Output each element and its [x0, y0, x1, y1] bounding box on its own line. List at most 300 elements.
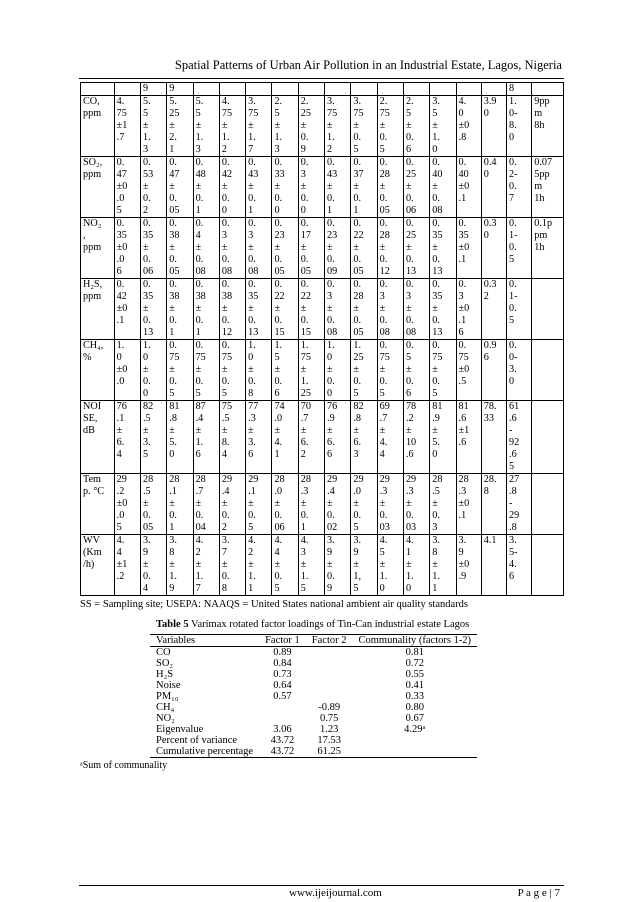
cell-line: ± — [195, 559, 202, 570]
cell-line: 0. — [195, 315, 204, 326]
cell-line: 6 — [116, 266, 122, 277]
cell-line: 53 — [142, 169, 154, 180]
cell-line: 1. — [248, 132, 256, 143]
cell-line: .0 — [116, 254, 125, 265]
cell-line: 5. — [432, 437, 440, 448]
cell-line: ± — [274, 498, 281, 509]
cell-line: 5 — [116, 205, 122, 216]
cell-line: 6. — [116, 437, 125, 448]
cell-line: 2. — [405, 96, 414, 107]
cell-line: 75 — [327, 108, 338, 119]
cell-line: 0. — [195, 510, 204, 521]
cell-line: .0 — [116, 510, 125, 521]
table-4-pollutant-concentrations — [80, 82, 564, 596]
cell-line: .9 — [327, 413, 335, 424]
table-cell — [532, 279, 564, 340]
cell-line: 0. — [142, 218, 151, 229]
table-cell — [140, 157, 166, 218]
cell-line: ± — [274, 364, 281, 375]
cell-line: 2. — [169, 132, 177, 143]
table-cell — [532, 83, 564, 96]
cell-line: 1 — [353, 205, 359, 216]
table-cell — [532, 474, 564, 535]
table-cell: PM₁₀ — [156, 691, 179, 702]
cell-line: NO₂ — [83, 218, 102, 229]
cell-line: 4. — [300, 535, 309, 546]
cell-line: 29 — [379, 474, 390, 485]
cell-line: 0. — [405, 340, 414, 351]
cell-line: ± — [169, 498, 175, 509]
cell-line: 0. — [509, 181, 517, 192]
table-cell — [351, 279, 377, 340]
cell-line: ± — [142, 559, 149, 570]
cell-line: 5 — [300, 583, 306, 594]
cell-line: .3 — [458, 486, 467, 497]
cell-line: ± — [300, 120, 307, 131]
cell-line: 0. — [353, 376, 361, 387]
cell-line: 7 — [509, 193, 515, 204]
table-cell — [219, 279, 245, 340]
cell-line: .7 — [195, 486, 204, 497]
table-cell — [140, 96, 166, 157]
cell-line: 28 — [274, 474, 285, 485]
table-cell — [193, 279, 219, 340]
cell-line: , — [83, 230, 86, 241]
cell-line: 1 — [195, 205, 201, 216]
table-cell — [456, 401, 481, 474]
cell-line: 2 — [195, 547, 201, 558]
table-cell — [246, 535, 272, 596]
table-5-caption — [156, 619, 469, 630]
cell-line: 05 — [274, 266, 285, 277]
cell-line: .9 — [458, 571, 467, 582]
cell-line: SE, — [83, 413, 98, 424]
table-cell — [353, 746, 478, 758]
cell-line: 06 — [405, 205, 417, 216]
table-cell — [403, 535, 429, 596]
cell-line: 0. — [379, 218, 388, 229]
cell-line: 76 — [116, 401, 127, 412]
cell-line: 06 — [274, 522, 285, 533]
table-cell — [377, 279, 403, 340]
cell-line: .0 — [274, 486, 283, 497]
cell-line: NOI — [83, 401, 102, 412]
cell-line: p. °C — [83, 486, 105, 497]
cell-line: 7 — [195, 583, 201, 594]
cell-line: 38 — [169, 230, 180, 241]
table-cell — [246, 83, 272, 96]
cell-line: 35 — [142, 230, 154, 241]
cell-line: 1 — [248, 205, 254, 216]
table-cell — [403, 279, 429, 340]
cell-line: ±0 — [458, 364, 470, 375]
cell-line: 0. — [379, 132, 388, 143]
cell-line: 5 — [274, 583, 280, 594]
cell-line: 3. — [221, 535, 230, 546]
cell-line: 0. — [327, 193, 335, 204]
cell-line: 0. — [169, 254, 177, 265]
cell-line: 3. — [248, 96, 256, 107]
cell-line: 8 — [169, 547, 175, 558]
cell-line: 0. — [458, 218, 467, 229]
cell-line: 0. — [379, 279, 388, 290]
footer-rule — [79, 885, 564, 886]
cell-line: 6 — [274, 388, 280, 399]
cell-line: 9 — [142, 547, 149, 558]
cell-line: ± — [300, 559, 307, 570]
table-cell — [456, 279, 481, 340]
cell-line: 29 — [509, 510, 520, 521]
table-row — [81, 340, 564, 401]
table-cell — [456, 218, 481, 279]
cell-line: m — [534, 181, 543, 192]
table-cell — [298, 218, 324, 279]
cell-line: 0.9 — [483, 340, 497, 351]
cell-line: .1 — [169, 486, 177, 497]
cell-line: 6. — [300, 437, 309, 448]
cell-line: ± — [353, 242, 359, 253]
table-cell: 9 — [140, 83, 166, 96]
cell-line: 0. — [300, 315, 309, 326]
cell-line: 0. — [458, 157, 467, 168]
cell-line: 05 — [169, 205, 180, 216]
table-cell — [430, 83, 456, 96]
cell-line: ± — [300, 425, 307, 436]
cell-line: 1 — [327, 205, 333, 216]
table-cell: 3.06 — [273, 724, 292, 735]
cell-line: ± — [169, 303, 175, 314]
column-header: Factor 2 — [306, 635, 353, 647]
cell-line: .0 — [116, 376, 125, 387]
table-cell — [481, 340, 506, 401]
cell-line: 0.1p — [534, 218, 553, 229]
cell-line: 13 — [142, 327, 154, 338]
cell-line: 1. — [405, 571, 414, 582]
table-cell — [298, 474, 324, 535]
table-cell — [532, 340, 564, 401]
cell-line: .5 — [432, 486, 440, 497]
cell-line: 3 — [405, 291, 412, 302]
cell-line: 2. — [300, 96, 309, 107]
cell-line: 2 — [221, 144, 227, 155]
cell-line: 2 — [248, 547, 254, 558]
cell-line: 13 — [248, 327, 259, 338]
table-cell — [377, 96, 403, 157]
table-cell — [507, 279, 532, 340]
table-cell — [351, 218, 377, 279]
cell-line: 0. — [248, 157, 256, 168]
cell-line: .1 — [116, 315, 125, 326]
cell-line: 74 — [274, 401, 285, 412]
cell-line: 0.3 — [483, 279, 497, 290]
table-cell — [114, 340, 140, 401]
table-cell — [507, 218, 532, 279]
row-label — [81, 218, 115, 279]
cell-line: 4. — [274, 437, 283, 448]
cell-line: 25 — [405, 230, 417, 241]
cell-line: 6 — [483, 352, 489, 363]
cell-line: .4 — [327, 486, 335, 497]
cell-line: 0. — [274, 571, 283, 582]
table-cell — [456, 340, 481, 401]
cell-line: 3 — [274, 144, 280, 155]
cell-line: 29 — [248, 474, 259, 485]
cell-line: 92 — [509, 437, 520, 448]
cell-line: CH₄, — [83, 340, 104, 351]
cell-line: 0 — [509, 376, 515, 387]
table-cell — [456, 83, 481, 96]
table-cell — [272, 279, 298, 340]
cell-line: 0. — [509, 218, 517, 229]
cell-line: 9 — [327, 547, 333, 558]
table-cell — [507, 340, 532, 401]
table-cell — [403, 340, 429, 401]
cell-line: ± — [221, 242, 228, 253]
table-cell — [481, 83, 506, 96]
table-cell — [306, 680, 353, 691]
cell-line: ± — [432, 364, 438, 375]
cell-line: 35 — [432, 291, 443, 302]
table-cell — [114, 535, 140, 596]
cell-line: ± — [274, 120, 281, 131]
cell-line: 1. — [142, 132, 151, 143]
table-cell — [403, 83, 429, 96]
cell-line: 0. — [274, 510, 283, 521]
cell-line: ±0 — [458, 303, 470, 314]
cell-line: 0. — [379, 340, 388, 351]
cell-line: ± — [195, 364, 202, 375]
cell-line: 05 — [353, 266, 364, 277]
cell-line: 23 — [274, 230, 285, 241]
cell-line: 0. — [300, 218, 309, 229]
cell-line: ± — [432, 120, 438, 131]
cell-line: .7 — [300, 413, 309, 424]
table-cell — [140, 279, 166, 340]
table-cell: 0.57 — [273, 691, 292, 702]
cell-line: SO₂, — [83, 157, 103, 168]
cell-line: ± — [300, 498, 307, 509]
table-cell — [377, 474, 403, 535]
cell-line: 0. — [169, 218, 177, 229]
cell-line: 0. — [379, 510, 388, 521]
table-cell: H₂S — [156, 669, 174, 680]
cell-line: 0 — [432, 449, 438, 460]
cell-line: 81 — [432, 401, 443, 412]
cell-line: 1- — [509, 291, 518, 302]
cell-line: 1. — [327, 132, 335, 143]
table-cell — [351, 83, 377, 96]
cell-line: 0. — [432, 376, 440, 387]
cell-line: 0. — [248, 510, 256, 521]
cell-line: 33 — [483, 413, 494, 424]
cell-line: 0. — [405, 193, 414, 204]
cell-line: ± — [221, 498, 228, 509]
cell-line: 5 — [142, 108, 149, 119]
table-row — [150, 702, 477, 713]
column-header: Variables — [150, 635, 259, 647]
cell-line: 1 — [405, 547, 412, 558]
cell-line: 0. — [458, 279, 467, 290]
table-cell — [114, 157, 140, 218]
cell-line: 0. — [405, 279, 414, 290]
cell-line: 4. — [116, 96, 125, 107]
cell-line: 0. — [509, 279, 517, 290]
table-cell — [351, 96, 377, 157]
table-cell — [306, 647, 353, 659]
cell-line: 1. — [300, 376, 309, 387]
cell-line: 0. — [221, 157, 230, 168]
cell-line: 5 — [379, 144, 385, 155]
cell-line: .6 — [405, 449, 414, 460]
cell-line: 5pp — [534, 169, 550, 180]
table-cell — [272, 535, 298, 596]
cell-line: 0. — [327, 376, 335, 387]
cell-line: ± — [274, 303, 281, 314]
cell-line: .3 — [248, 413, 256, 424]
cell-line: 3. — [432, 535, 440, 546]
table-row — [150, 724, 477, 735]
cell-line: .0 — [116, 193, 125, 204]
table-cell — [532, 96, 564, 157]
cell-line: 8 — [483, 486, 489, 497]
cell-line: 82 — [353, 401, 364, 412]
table-cell — [325, 279, 351, 340]
cell-line: 3 — [458, 291, 464, 302]
table-cell — [114, 96, 140, 157]
cell-line: .8 — [353, 413, 361, 424]
cell-line: ± — [353, 303, 359, 314]
cell-line: ±0 — [458, 242, 470, 253]
table-cell: 0.81 — [405, 647, 424, 658]
table-cell — [351, 401, 377, 474]
cell-line: ppm — [83, 169, 102, 180]
cell-line: 28 — [169, 474, 180, 485]
table-cell: 17.53 — [317, 735, 341, 746]
cell-line: 1 — [300, 522, 306, 533]
table-cell: Eigenvalue — [156, 724, 204, 735]
cell-line: 38 — [221, 291, 233, 302]
cell-line: .8 — [458, 132, 467, 143]
cell-line: 0. — [248, 254, 256, 265]
cell-line: 75 — [221, 352, 233, 363]
table-cell — [532, 218, 564, 279]
table-cell — [140, 535, 166, 596]
cell-line: ppm — [83, 108, 102, 119]
cell-line: 27 — [509, 474, 520, 485]
cell-line: 0. — [116, 157, 125, 168]
cell-line: 38 — [169, 291, 180, 302]
cell-line: 1- — [509, 230, 518, 241]
cell-line: 0. — [195, 157, 204, 168]
cell-line: 0. — [142, 571, 151, 582]
row-label — [81, 157, 115, 218]
cell-line: /h) — [83, 559, 95, 570]
table-row — [150, 647, 477, 659]
cell-line: 2 — [483, 291, 489, 302]
cell-line: ± — [327, 181, 333, 192]
cell-line: 0. — [327, 510, 335, 521]
cell-line: ± — [248, 120, 254, 131]
table-cell — [219, 96, 245, 157]
cell-line: 6 — [248, 449, 254, 460]
cell-line: .5 — [142, 413, 151, 424]
cell-line: 6 — [405, 388, 412, 399]
table-row — [150, 669, 477, 680]
cell-line: 0.07 — [534, 157, 553, 168]
cell-line: 3. — [509, 535, 517, 546]
cell-line: 48 — [195, 169, 206, 180]
cell-line: .1 — [458, 315, 467, 326]
cell-line: ± — [169, 425, 175, 436]
cell-line: ± — [379, 120, 386, 131]
row-label — [81, 340, 115, 401]
cell-line: 5 — [116, 522, 122, 533]
cell-line: 3 — [300, 169, 306, 180]
cell-line: 75 — [432, 352, 443, 363]
cell-line: 5 — [509, 315, 515, 326]
cell-line: ± — [248, 364, 254, 375]
cell-line: 76 — [327, 401, 338, 412]
table-cell — [306, 691, 353, 702]
cell-line: 0. — [353, 279, 361, 290]
cell-line: 0. — [353, 218, 361, 229]
column-header: Factor 1 — [259, 635, 306, 647]
cell-line: 2 — [142, 205, 149, 216]
table-5-footnote: ᵃSum of communality — [80, 760, 168, 771]
cell-line: 0. — [274, 157, 283, 168]
cell-line: 4. — [458, 96, 467, 107]
cell-line: 13 — [432, 266, 443, 277]
cell-line: % — [83, 352, 92, 363]
table-cell — [259, 702, 306, 713]
table-cell — [403, 157, 429, 218]
cell-line: 75 — [195, 352, 206, 363]
table-cell — [219, 401, 245, 474]
table-cell — [114, 83, 140, 96]
cell-line: 1. — [300, 571, 309, 582]
cell-line: 1. — [116, 340, 125, 351]
table-row — [150, 680, 477, 691]
cell-line: 0. — [142, 376, 151, 387]
table-cell — [351, 340, 377, 401]
cell-line: 5 — [405, 108, 412, 119]
cell-line: .1 — [458, 254, 467, 265]
cell-line: 22 — [353, 230, 364, 241]
cell-line: ±0 — [458, 120, 470, 131]
cell-line: 3 — [300, 547, 306, 558]
cell-line: ± — [116, 425, 123, 436]
table-row — [150, 746, 477, 758]
table-cell — [167, 96, 193, 157]
table-row — [150, 691, 477, 702]
table-cell — [193, 340, 219, 401]
cell-line: 03 — [405, 522, 417, 533]
table-cell — [298, 83, 324, 96]
cell-line: 82 — [142, 401, 154, 412]
table-row — [81, 96, 564, 157]
cell-line: 0. — [221, 193, 230, 204]
table-cell — [430, 96, 456, 157]
cell-line: 7 — [221, 547, 227, 558]
cell-line: 0. — [248, 279, 256, 290]
cell-line: ± — [142, 242, 149, 253]
table-cell: 43.72 — [259, 746, 306, 758]
cell-line: 75 — [379, 108, 390, 119]
cell-line: 0. — [248, 376, 256, 387]
table-cell — [193, 218, 219, 279]
table-cell — [272, 96, 298, 157]
cell-line: 0. — [221, 254, 230, 265]
